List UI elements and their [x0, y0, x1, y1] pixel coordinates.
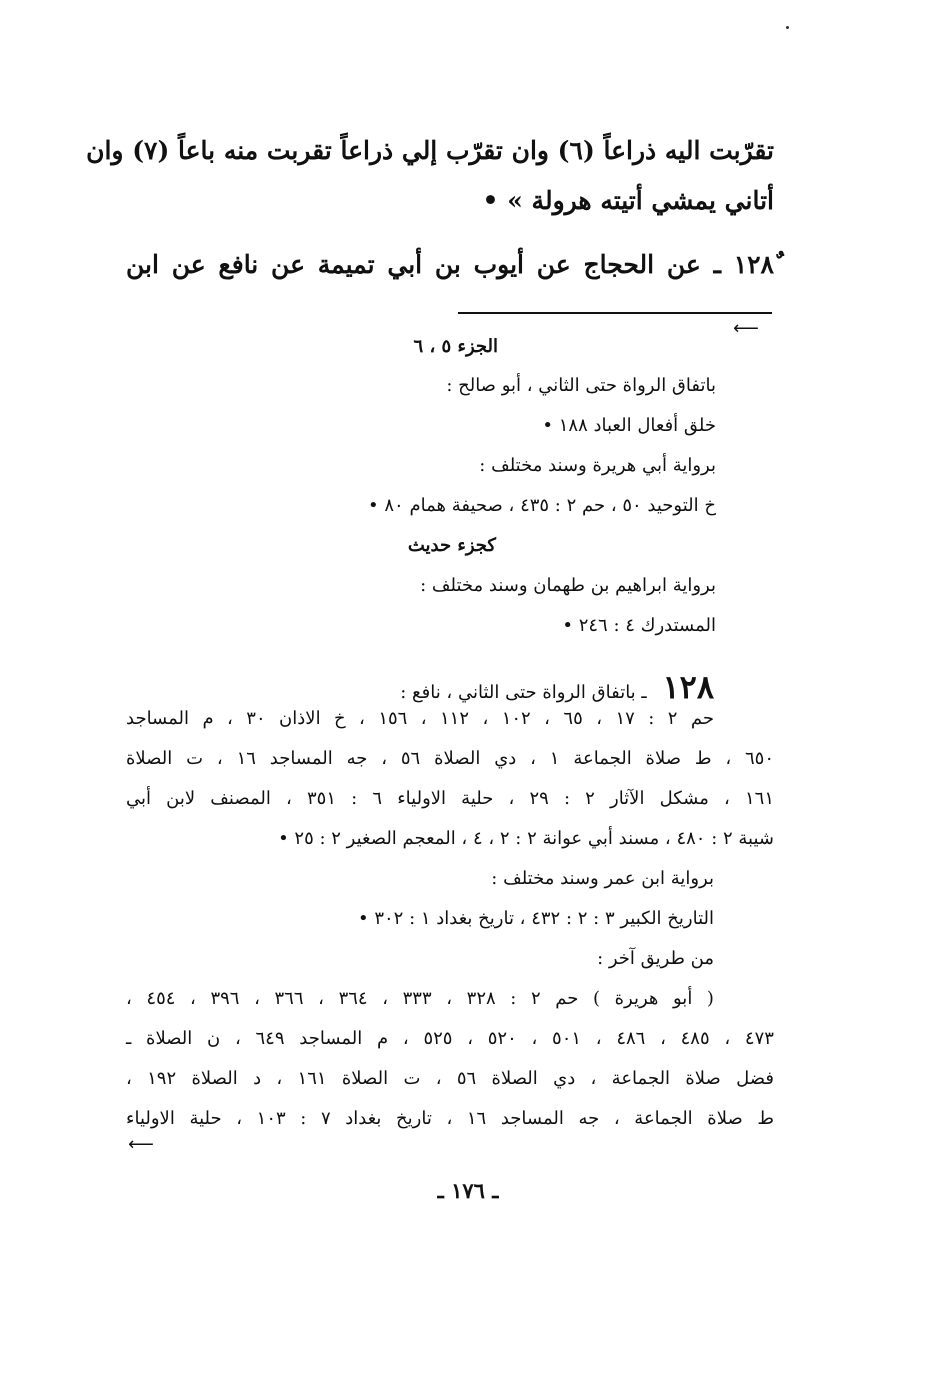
- footnote-volume: الجزء ٥ ، ٦: [413, 336, 498, 357]
- footnote-line: باتفاق الرواة حتى الثاني ، أبو صالح :: [446, 375, 716, 396]
- continuation-arrow-icon: ⟵: [733, 318, 759, 339]
- footnote-heading: ـ باتفاق الرواة حتى الثاني ، نافع :: [400, 682, 647, 703]
- footnote-line: خ التوحيد ٥٠ ، حم ٢ : ٤٣٥ ، صحيفة همام ٨٠ •: [368, 495, 716, 516]
- footnote-line: ط صلاة الجماعة ، جه المساجد ١٦ ، تاريخ بغداد ٧ : ١٠٣ ، حلية الاولياء: [126, 1108, 775, 1129]
- speck-mark: [786, 26, 789, 29]
- main-text-line-2: أتاني يمشي أتيته هرولة » •: [482, 186, 774, 215]
- main-text-line-3: ١٢٨ٌ ـ عن الحجاج عن أيوب بن أبي تميمة عن نافع عن ابن: [126, 250, 774, 279]
- footnote-line: من طريق آخر :: [597, 948, 714, 969]
- page-number: ـ ١٧٦ ـ: [437, 1178, 499, 1203]
- footnote-number: ١٢٨: [662, 668, 714, 706]
- footnote-line: برواية ابن عمر وسند مختلف :: [491, 868, 714, 889]
- footnote-line: المستدرك ٤ : ٢٤٦ •: [562, 615, 716, 636]
- footnote-line: ١٦١ ، مشكل الآثار ٢ : ٢٩ ، حلية الاولياء ٦ : ٣٥١ ، المصنف لابن أبي: [126, 788, 774, 809]
- footnote-line: شيبة ٢ : ٤٨٠ ، مسند أبي عوانة ٢ : ٢ ، ٤ ، المعجم الصغير ٢ : ٢٥ •: [278, 828, 774, 849]
- footnote-line: خلق أفعال العباد ١٨٨ •: [542, 415, 716, 436]
- footnote-128-heading-row: [400, 668, 714, 706]
- footnote-line: التاريخ الكبير ٣ : ٢ : ٤٣٢ ، تاريخ بغداد ١ : ٣٠٢ •: [358, 908, 714, 929]
- continuation-arrow-icon: ⟵: [128, 1134, 154, 1155]
- footnote-line: برواية أبي هريرة وسند مختلف :: [479, 455, 716, 476]
- footnote-line: فضل صلاة الجماعة ، دي الصلاة ٥٦ ، ت الصلاة ١٦١ ، د الصلاة ١٩٢ ،: [126, 1068, 774, 1089]
- main-text-line-1: تقرّبت اليه ذراعاً (٦) وان تقرّب إلي ذراعاً تقربت منه باعاً (٧) وان: [86, 136, 774, 165]
- footnote-line: ٦٥٠ ، ط صلاة الجماعة ١ ، دي الصلاة ٥٦ ، جه المساجد ١٦ ، ت الصلاة: [126, 748, 775, 769]
- footnote-line: ٤٧٣ ، ٤٨٥ ، ٤٨٦ ، ٥٠١ ، ٥٢٠ ، ٥٢٥ ، م المساجد ٦٤٩ ، ن الصلاة ـ: [126, 1028, 774, 1049]
- footnote-line: برواية ابراهيم بن طهمان وسند مختلف :: [420, 575, 716, 596]
- footnote-line: ( أبو هريرة ) حم ٢ : ٣٢٨ ، ٣٣٣ ، ٣٦٤ ، ٣٦٦ ، ٣٩٦ ، ٤٥٤ ،: [126, 988, 714, 1009]
- footnote-line: حم ٢ : ١٧ ، ٦٥ ، ١٠٢ ، ١١٢ ، ١٥٦ ، خ الاذان ٣٠ ، م المساجد: [126, 708, 714, 729]
- footnote-subheading: كجزء حديث: [407, 535, 496, 556]
- footnote-separator: [458, 312, 772, 314]
